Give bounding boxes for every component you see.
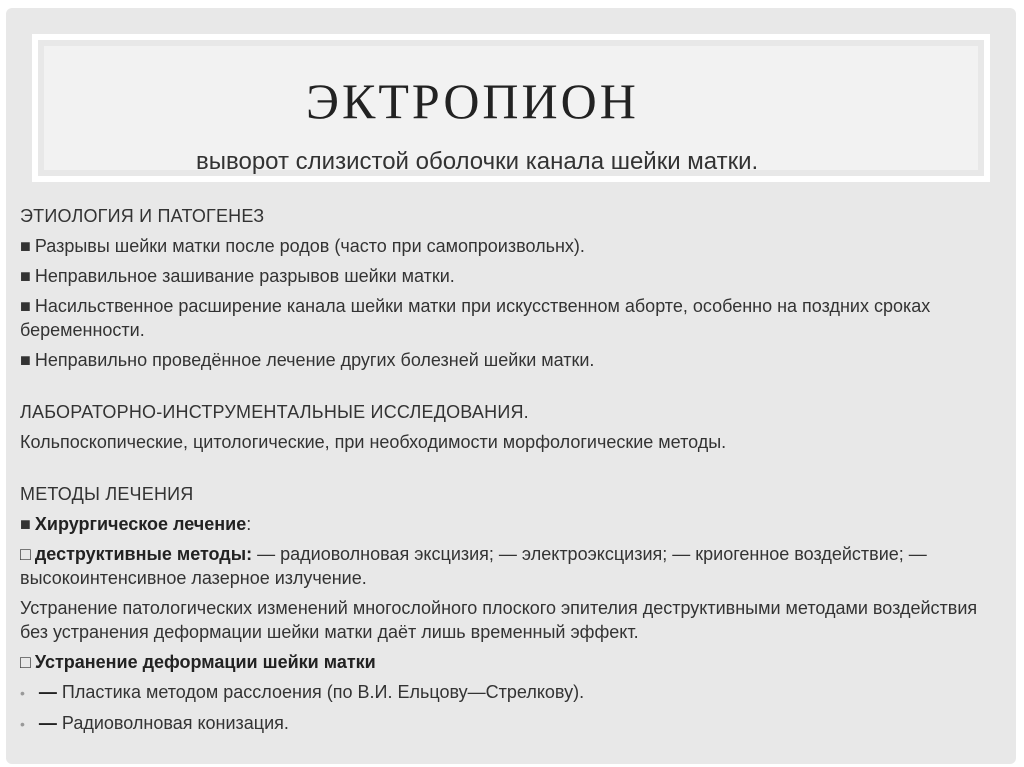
- destructive-label: деструктивные методы:: [34, 544, 253, 564]
- etiology-item-text: Разрывы шейки матки после родов (часто при самопроизвольнх).: [34, 236, 585, 256]
- surgical-colon: :: [246, 514, 252, 534]
- sub-item-text: Радиоволновая конизация.: [61, 713, 289, 733]
- empty-square-bullet-icon: □: [20, 652, 31, 672]
- deformation-item: [20, 650, 1006, 674]
- destructive-text: — радиоволновая эксцизия; — электроэксцизия; — криогенное воздействие; — высокоинтенсивное лазерное излучение.: [20, 544, 927, 588]
- square-bullet-icon: ■: [20, 296, 31, 316]
- destructive-item: [20, 542, 1006, 590]
- slide-title: ЭКТРОПИОН: [306, 73, 639, 129]
- etiology-item-text: Неправильное зашивание разрывов шейки матки.: [34, 266, 455, 286]
- dash-glyph: —: [38, 713, 57, 733]
- lab-text: Кольпоскопические, цитологические, при необходимости морфологические методы.: [20, 432, 727, 452]
- treatment-heading: МЕТОДЫ ЛЕЧЕНИЯ: [20, 484, 194, 504]
- sub-item: [20, 711, 1006, 736]
- dot-bullet-icon: •: [20, 685, 25, 701]
- etiology-item: [20, 264, 1006, 288]
- etiology-item: [20, 294, 1006, 342]
- square-bullet-icon: ■: [20, 514, 31, 534]
- etiology-item-text: Насильственное расширение канала шейки матки при искусственном аборте, особенно на поздних сроках беременности.: [20, 296, 931, 340]
- etiology-heading: ЭТИОЛОГИЯ И ПАТОГЕНЕЗ: [20, 206, 265, 226]
- dot-bullet-icon: •: [20, 716, 25, 732]
- empty-square-bullet-icon: □: [20, 544, 31, 564]
- slide-subtitle: выворот слизистой оболочки канала шейки матки.: [196, 148, 759, 175]
- deformation-label: Устранение деформации шейки матки: [34, 652, 376, 672]
- etiology-item: [20, 234, 1006, 258]
- surgical-item: [20, 512, 1006, 536]
- square-bullet-icon: ■: [20, 350, 31, 370]
- slide-body: [20, 204, 1006, 742]
- square-bullet-icon: ■: [20, 266, 31, 286]
- sub-item: [20, 680, 1006, 705]
- sub-item-text: Пластика методом расслоения (по В.И. Ельцову—Стрелкову).: [61, 682, 585, 702]
- etiology-item-text: Неправильно проведённое лечение других болезней шейки матки.: [34, 350, 595, 370]
- lab-heading: ЛАБОРАТОРНО-ИНСТРУМЕНТАЛЬНЫЕ ИССЛЕДОВАНИЯ.: [20, 402, 529, 422]
- etiology-item: [20, 348, 1006, 372]
- square-bullet-icon: ■: [20, 236, 31, 256]
- slide: [6, 8, 1016, 764]
- dash-glyph: —: [38, 682, 57, 702]
- treatment-note: Устранение патологических изменений многослойного плоского эпителия деструктивными методами воздействия без устранения деформации шейки матки даёт лишь временный эффект.: [20, 598, 978, 642]
- surgical-label: Хирургическое лечение: [34, 514, 247, 534]
